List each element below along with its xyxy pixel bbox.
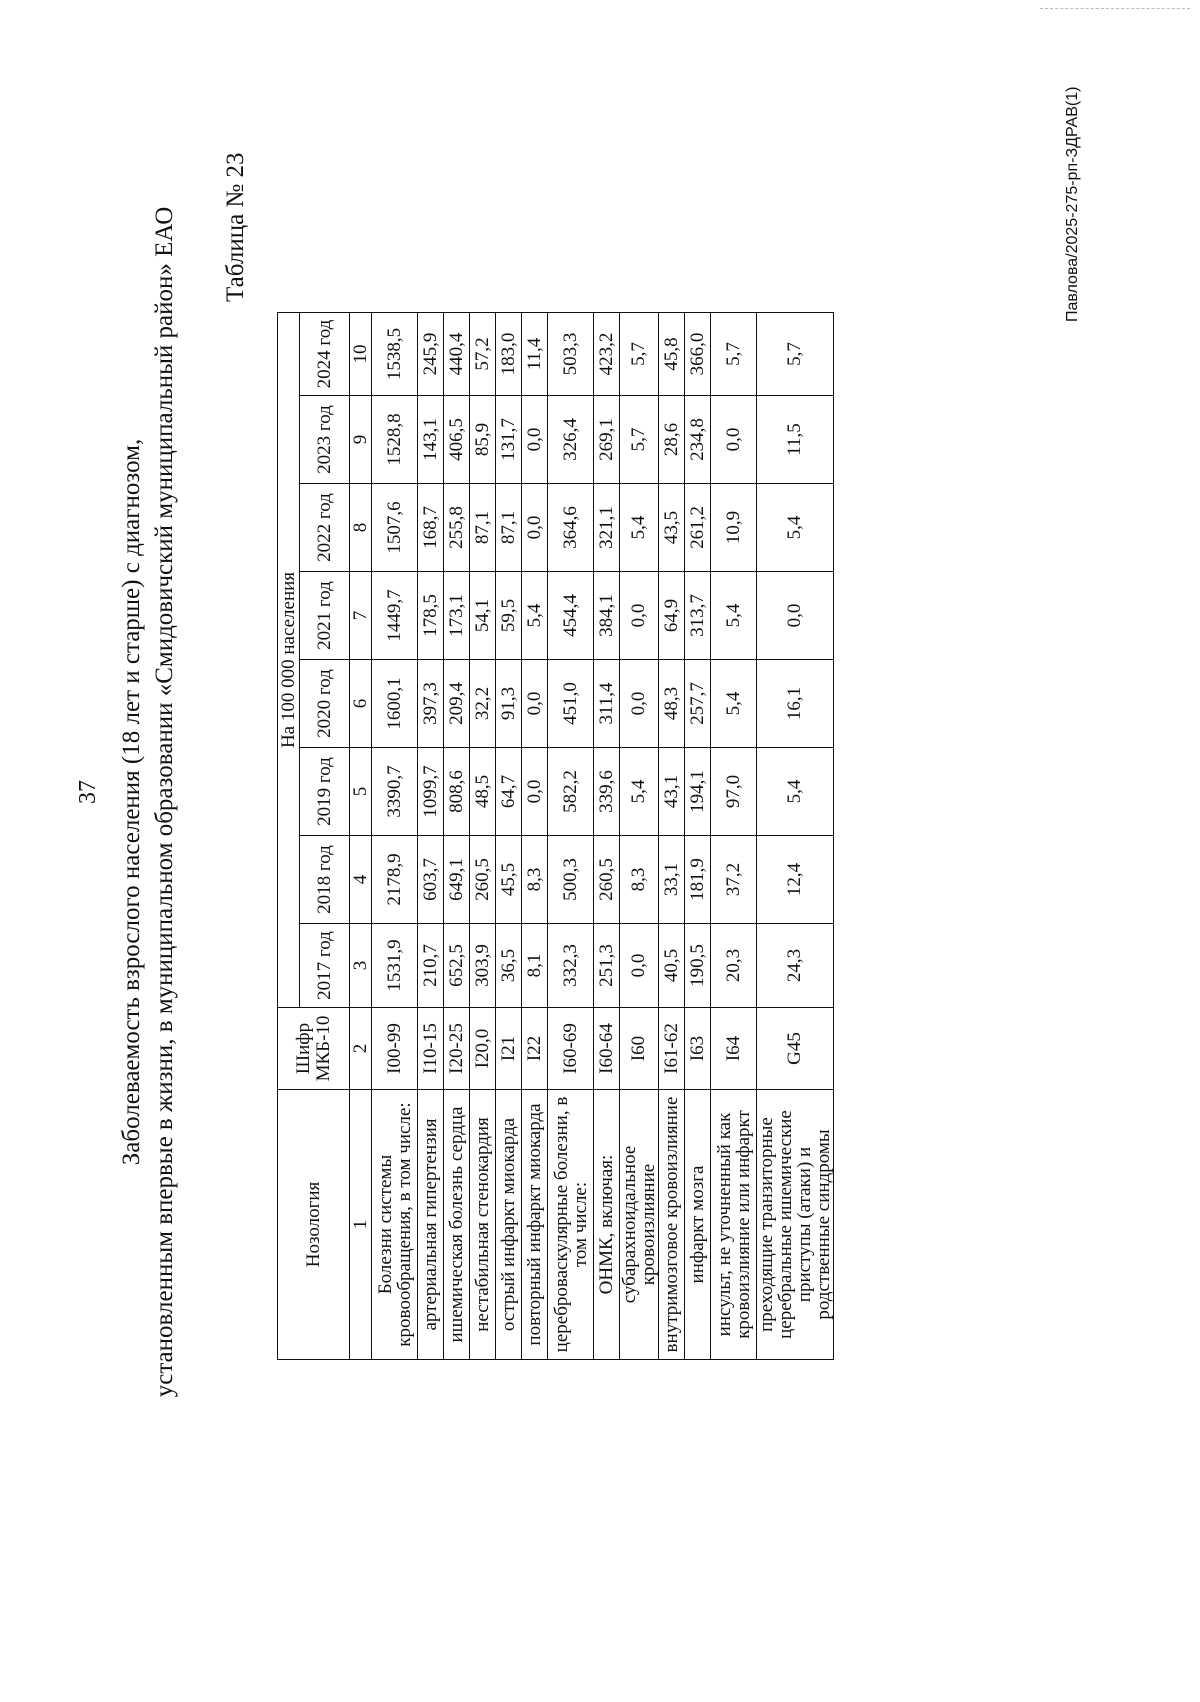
nosology-name: артериальная гипертензия [418, 1090, 444, 1360]
rate-value: 366,0 [685, 313, 711, 396]
nosology-name: внутримозговое кровоизлияние [659, 1090, 685, 1360]
rate-value: 251,3 [594, 924, 620, 1008]
rate-value: 603,7 [418, 836, 444, 924]
column-number: 8 [350, 484, 372, 572]
header-year: 2018 год [300, 836, 350, 924]
rate-value: 43,1 [659, 748, 685, 836]
rate-value: 87,1 [470, 484, 496, 572]
nosology-name: преходящие транзиторные церебральные ишемические приступы (атаки) и родственные синдромы [757, 1090, 834, 1360]
rate-value: 16,1 [757, 660, 834, 748]
rate-value: 451,0 [548, 660, 594, 748]
nosology-name: ишемическая болезнь сердца [444, 1090, 470, 1360]
nosology-name: острый инфаркт миокарда [496, 1090, 522, 1360]
rate-value: 0,0 [522, 660, 548, 748]
table-row [496, 313, 522, 1360]
rate-value: 423,2 [594, 313, 620, 396]
document-footer-code: Павлова/2025-275-рп-ЗДРАВ(1) [1064, 86, 1081, 322]
rate-value: 5,4 [522, 572, 548, 660]
rate-value: 10,9 [711, 484, 757, 572]
icd-code: G45 [757, 1008, 834, 1090]
rate-value: 5,7 [620, 396, 659, 484]
rate-value: 582,2 [548, 748, 594, 836]
table-row [659, 313, 685, 1360]
rate-value: 11,4 [522, 313, 548, 396]
header-year: 2024 год [300, 313, 350, 396]
rate-value: 33,1 [659, 836, 685, 924]
rate-value: 261,2 [685, 484, 711, 572]
icd-code: I60 [620, 1008, 659, 1090]
rate-value: 36,5 [496, 924, 522, 1008]
icd-code: I21 [496, 1008, 522, 1090]
rate-value: 5,7 [711, 313, 757, 396]
rate-value: 2178,9 [372, 836, 418, 924]
header-year: 2022 год [300, 484, 350, 572]
rate-value: 59,5 [496, 572, 522, 660]
rate-value: 3390,7 [372, 748, 418, 836]
column-number: 3 [350, 924, 372, 1008]
document-title [115, 52, 181, 1552]
rate-value: 57,2 [470, 313, 496, 396]
table-row [470, 313, 496, 1360]
nosology-name: нестабильная стенокардия [470, 1090, 496, 1360]
rate-value: 0,0 [757, 572, 834, 660]
rate-value: 173,1 [444, 572, 470, 660]
rate-value: 5,4 [711, 660, 757, 748]
rate-value: 37,2 [711, 836, 757, 924]
rate-value: 32,2 [470, 660, 496, 748]
rate-value: 5,7 [620, 313, 659, 396]
column-number: 4 [350, 836, 372, 924]
table-row [685, 313, 711, 1360]
rate-value: 64,7 [496, 748, 522, 836]
rate-value: 8,3 [620, 836, 659, 924]
table-row [372, 313, 418, 1360]
icd-code: I22 [522, 1008, 548, 1090]
table-row [522, 313, 548, 1360]
rate-value: 339,6 [594, 748, 620, 836]
icd-code: I00-99 [372, 1008, 418, 1090]
rate-value: 384,1 [594, 572, 620, 660]
rate-value: 1507,6 [372, 484, 418, 572]
table-row [418, 313, 444, 1360]
rate-value: 48,5 [470, 748, 496, 836]
rate-value: 406,5 [444, 396, 470, 484]
rate-value: 87,1 [496, 484, 522, 572]
rate-value: 0,0 [522, 748, 548, 836]
column-numbers-row [350, 313, 372, 1360]
header-nosology: Нозология [278, 1090, 350, 1360]
rate-value: 11,5 [757, 396, 834, 484]
icd-code: I64 [711, 1008, 757, 1090]
rate-value: 0,0 [620, 924, 659, 1008]
header-per-100000: На 100 000 населения [278, 313, 300, 1008]
header-icd-code: Шифр МКБ-10 [278, 1008, 350, 1090]
rate-value: 209,4 [444, 660, 470, 748]
rate-value: 313,7 [685, 572, 711, 660]
icd-code: I61-62 [659, 1008, 685, 1090]
rate-value: 40,5 [659, 924, 685, 1008]
rate-value: 97,0 [711, 748, 757, 836]
table-row [594, 313, 620, 1360]
column-number: 5 [350, 748, 372, 836]
rate-value: 45,5 [496, 836, 522, 924]
header-year: 2017 год [300, 924, 350, 1008]
rate-value: 5,7 [757, 313, 834, 396]
rate-value: 1531,9 [372, 924, 418, 1008]
table-row [444, 313, 470, 1360]
rate-value: 210,7 [418, 924, 444, 1008]
rate-value: 311,4 [594, 660, 620, 748]
nosology-name: повторный инфаркт миокарда [522, 1090, 548, 1360]
rate-value: 12,4 [757, 836, 834, 924]
header-row-1 [278, 313, 300, 1360]
rate-value: 143,1 [418, 396, 444, 484]
rate-value: 332,3 [548, 924, 594, 1008]
rate-value: 0,0 [522, 396, 548, 484]
table-row [757, 313, 834, 1360]
table-row [548, 313, 594, 1360]
icd-code: I20,0 [470, 1008, 496, 1090]
rate-value: 260,5 [470, 836, 496, 924]
column-number: 2 [350, 1008, 372, 1090]
title-line-1: Заболеваемость взрослого населения (18 лет и старше) с диагнозом, [118, 438, 145, 1166]
rate-value: 194,1 [685, 748, 711, 836]
rate-value: 5,4 [757, 484, 834, 572]
header-year: 2019 год [300, 748, 350, 836]
rate-value: 190,5 [685, 924, 711, 1008]
rate-value: 234,8 [685, 396, 711, 484]
icd-code: I60-69 [548, 1008, 594, 1090]
rate-value: 8,3 [522, 836, 548, 924]
rate-value: 91,3 [496, 660, 522, 748]
icd-code: I20-25 [444, 1008, 470, 1090]
rate-value: 181,9 [685, 836, 711, 924]
rate-value: 45,8 [659, 313, 685, 396]
rate-value: 0,0 [620, 572, 659, 660]
header-year: 2020 год [300, 660, 350, 748]
nosology-name: инсульт, не уточненный как кровоизлияние или инфаркт [711, 1090, 757, 1360]
column-number: 7 [350, 572, 372, 660]
rate-value: 43,5 [659, 484, 685, 572]
rate-value: 54,1 [470, 572, 496, 660]
rate-value: 503,3 [548, 313, 594, 396]
rate-value: 183,0 [496, 313, 522, 396]
table-row [620, 313, 659, 1360]
rate-value: 245,9 [418, 313, 444, 396]
rate-value: 168,7 [418, 484, 444, 572]
rate-value: 303,9 [470, 924, 496, 1008]
rate-value: 326,4 [548, 396, 594, 484]
nosology-name: ОНМК, включая: [594, 1090, 620, 1360]
rate-value: 255,8 [444, 484, 470, 572]
rate-value: 440,4 [444, 313, 470, 396]
rate-value: 652,5 [444, 924, 470, 1008]
rate-value: 5,4 [757, 748, 834, 836]
rate-value: 5,4 [620, 748, 659, 836]
column-number: 6 [350, 660, 372, 748]
header-year: 2021 год [300, 572, 350, 660]
rate-value: 1099,7 [418, 748, 444, 836]
rate-value: 649,1 [444, 836, 470, 924]
rate-value: 8,1 [522, 924, 548, 1008]
rate-value: 500,3 [548, 836, 594, 924]
nosology-name: субарахноидальное кровоизлияние [620, 1090, 659, 1360]
table-row [711, 313, 757, 1360]
rate-value: 1538,5 [372, 313, 418, 396]
rate-value: 5,4 [711, 572, 757, 660]
rate-value: 260,5 [594, 836, 620, 924]
rate-value: 28,6 [659, 396, 685, 484]
rate-value: 1449,7 [372, 572, 418, 660]
column-number: 9 [350, 396, 372, 484]
rate-value: 131,7 [496, 396, 522, 484]
rate-value: 24,3 [757, 924, 834, 1008]
page-number: 37 [75, 780, 101, 804]
table-number-label: Таблица № 23 [222, 152, 249, 302]
rate-value: 0,0 [711, 396, 757, 484]
rate-value: 269,1 [594, 396, 620, 484]
rate-value: 0,0 [522, 484, 548, 572]
rate-value: 48,3 [659, 660, 685, 748]
rate-value: 364,6 [548, 484, 594, 572]
rate-value: 454,4 [548, 572, 594, 660]
column-number: 1 [350, 1090, 372, 1360]
icd-code: I10-15 [418, 1008, 444, 1090]
icd-code: I63 [685, 1008, 711, 1090]
rate-value: 5,4 [620, 484, 659, 572]
rate-value: 0,0 [620, 660, 659, 748]
nosology-name: инфаркт мозга [685, 1090, 711, 1360]
nosology-name: Болезни системы кровообращения, в том числе: [372, 1090, 418, 1360]
rate-value: 321,1 [594, 484, 620, 572]
rate-value: 1600,1 [372, 660, 418, 748]
morbidity-table [277, 312, 834, 1360]
rate-value: 808,6 [444, 748, 470, 836]
icd-code: I60-64 [594, 1008, 620, 1090]
column-number: 10 [350, 313, 372, 396]
header-year: 2023 год [300, 396, 350, 484]
rate-value: 178,5 [418, 572, 444, 660]
rate-value: 257,7 [685, 660, 711, 748]
rate-value: 85,9 [470, 396, 496, 484]
title-line-2: установленным впервые в жизни, в муниципальном образовании «Смидовичский муниципальный район» ЕАО [151, 206, 178, 1398]
rate-value: 64,9 [659, 572, 685, 660]
rate-value: 397,3 [418, 660, 444, 748]
rate-value: 1528,8 [372, 396, 418, 484]
rate-value: 20,3 [711, 924, 757, 1008]
nosology-name: цереброваскулярные болезни, в том числе: [548, 1090, 594, 1360]
